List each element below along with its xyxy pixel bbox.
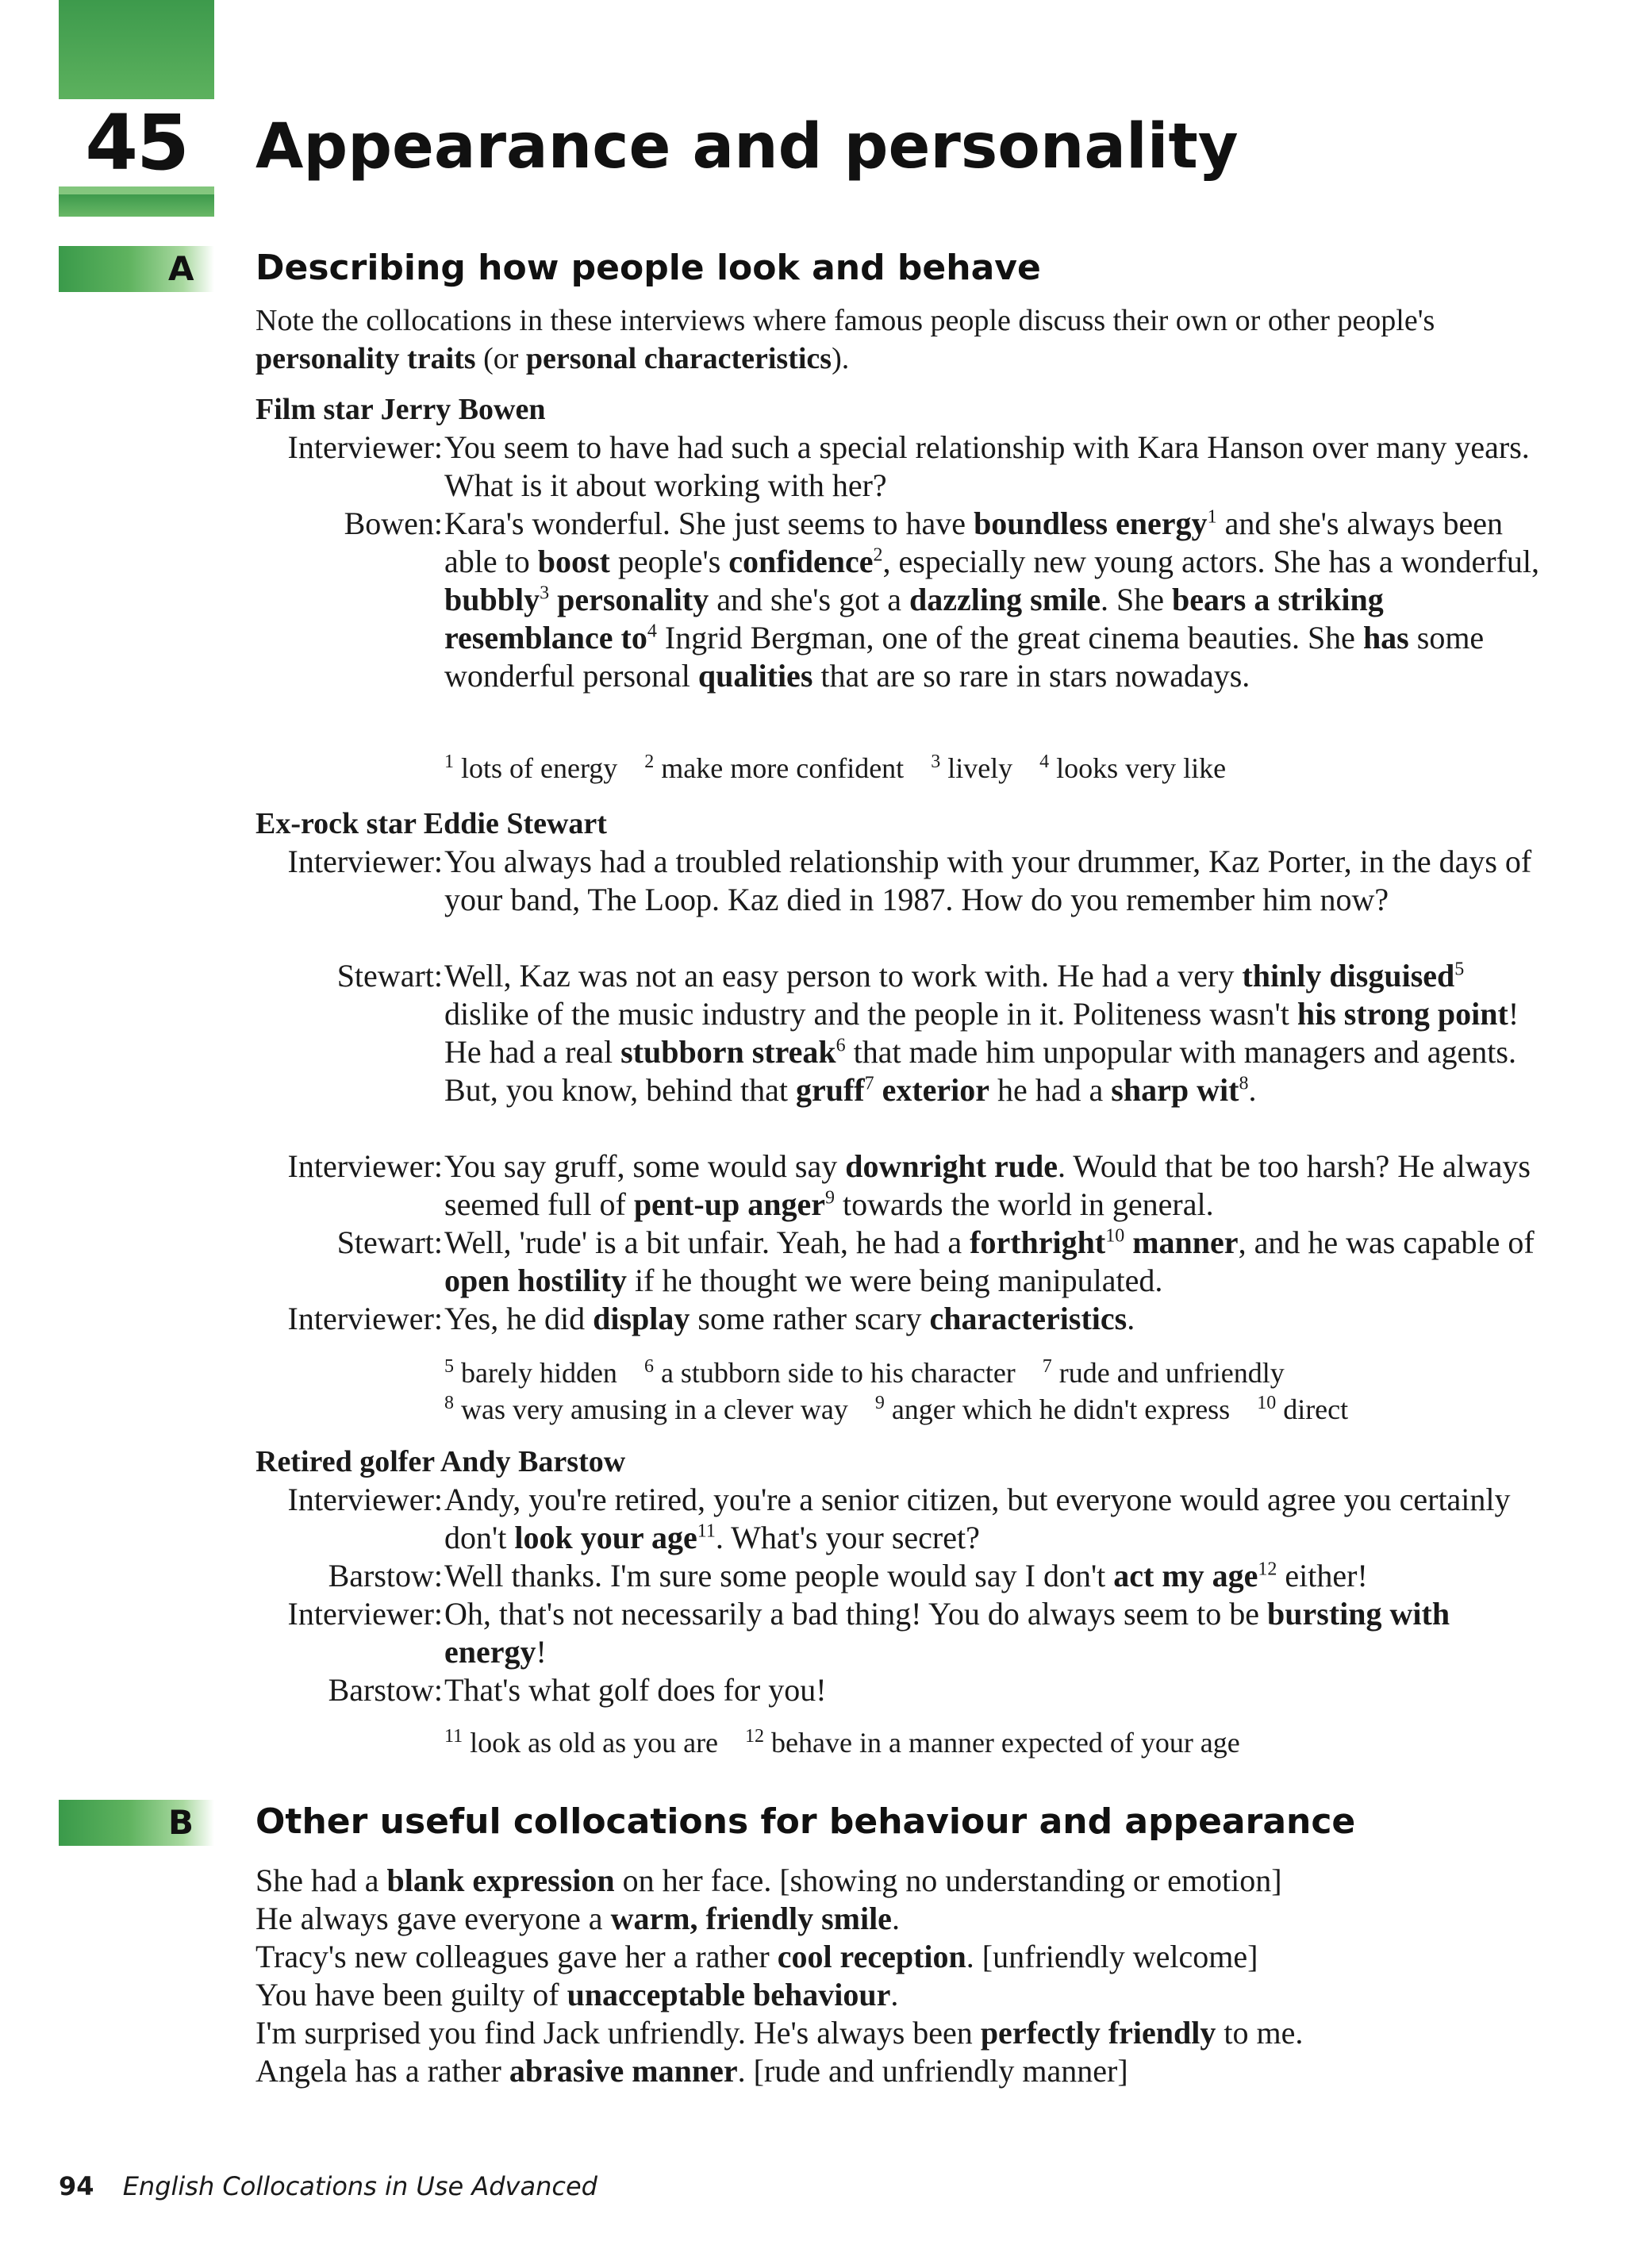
speaker-label: Interviewer: bbox=[287, 429, 443, 465]
footnote-gloss: lively bbox=[940, 752, 1013, 784]
section-b-heading: Other useful collocations for behaviour and appearance bbox=[255, 1801, 1356, 1842]
text-run bbox=[549, 582, 557, 617]
speech-text bbox=[444, 1224, 1539, 1300]
text-run: You say gruff, some would say bbox=[444, 1148, 846, 1184]
text-run: Ingrid Bergman, one of the great cinema beauties. She bbox=[656, 620, 1363, 655]
collocation-term: has bbox=[1362, 620, 1409, 655]
collocation-term: pent-up anger bbox=[633, 1186, 825, 1222]
text-run: That's what golf does for you! bbox=[444, 1672, 827, 1708]
footnote-ref: 6 bbox=[836, 1035, 846, 1056]
text-run: people's bbox=[609, 544, 729, 579]
text-run: . [unfriendly welcome] bbox=[966, 1939, 1258, 1974]
collocation-term: stubborn streak bbox=[620, 1034, 836, 1070]
text-run: . bbox=[890, 1977, 899, 2012]
speaker-label: Barstow: bbox=[328, 1558, 443, 1593]
collocation-term: display bbox=[593, 1301, 690, 1336]
collocation-example bbox=[255, 1976, 898, 2014]
footnote-gloss: lots of energy bbox=[454, 752, 618, 784]
collocation-term: bubbly bbox=[444, 582, 540, 617]
text-run: Note the collocations in these interviews where famous people discuss their own or other people's bbox=[255, 304, 1435, 337]
collocation-term: dazzling smile bbox=[909, 582, 1101, 617]
collocation-term: downright rude bbox=[845, 1148, 1058, 1184]
text-run: that are so rare in stars nowadays. bbox=[812, 658, 1250, 694]
text-run: , and he was capable of bbox=[1238, 1224, 1535, 1260]
footnote-number: 8 bbox=[444, 1393, 454, 1413]
footnote-ref: 10 bbox=[1105, 1225, 1125, 1247]
footnote-ref: 9 bbox=[824, 1187, 835, 1209]
footnote-gloss: a stubborn side to his character bbox=[653, 1357, 1016, 1389]
speaker-label: Interviewer: bbox=[287, 1596, 443, 1632]
collocation-term: open hostility bbox=[444, 1263, 628, 1298]
footnote-item bbox=[1257, 1393, 1348, 1425]
collocation-term: bears a striking resemblance to bbox=[444, 582, 1384, 655]
footnote-number: 5 bbox=[444, 1356, 454, 1377]
footnote-item bbox=[745, 1727, 1240, 1759]
speaker-label: Interviewer: bbox=[287, 1301, 443, 1336]
text-run: that made him unpopular with managers and agents. But, you know, behind that bbox=[444, 1034, 1516, 1108]
collocation-example bbox=[255, 1862, 1282, 1900]
footnote-item bbox=[444, 1393, 848, 1425]
footnotes-line bbox=[444, 1390, 1375, 1428]
footnote-number: 4 bbox=[1039, 752, 1050, 772]
footnote-gloss: looks very like bbox=[1049, 752, 1227, 784]
collocation-term: his strong point bbox=[1297, 996, 1508, 1032]
collocation-term: qualities bbox=[697, 658, 813, 694]
page-footer bbox=[59, 2166, 597, 2206]
footnote-ref: 8 bbox=[1239, 1073, 1249, 1094]
collocation-term: characteristics bbox=[929, 1301, 1128, 1336]
footnote-item bbox=[444, 1357, 617, 1389]
text-run: ). bbox=[832, 342, 850, 375]
collocation-term: confidence bbox=[728, 544, 874, 579]
text-run: and she's always been able to bbox=[444, 505, 1503, 579]
collocation-term: cool reception bbox=[777, 1939, 966, 1974]
footnote-gloss: behave in a manner expected of your age bbox=[764, 1727, 1240, 1759]
speech-text bbox=[444, 1671, 1539, 1709]
footnote-gloss: barely hidden bbox=[454, 1357, 617, 1389]
book-title: English Collocations in Use Advanced bbox=[122, 2171, 597, 2201]
speech-text bbox=[444, 1557, 1539, 1595]
footnote-item bbox=[644, 752, 904, 784]
text-run: to me. bbox=[1216, 2015, 1304, 2051]
unit-title: Appearance and personality bbox=[255, 111, 1239, 183]
footnote-number: 9 bbox=[874, 1393, 885, 1413]
collocation-example bbox=[255, 1938, 1258, 1976]
text-run: . What's your secret? bbox=[715, 1520, 980, 1555]
text-run: . bbox=[891, 1901, 900, 1936]
footnote-number: 12 bbox=[745, 1726, 765, 1747]
footnote-number: 7 bbox=[1042, 1356, 1052, 1377]
footnote-item bbox=[875, 1393, 1230, 1425]
text-run: and she's got a bbox=[709, 582, 909, 617]
text-run: dislike of the music industry and the people in it. Politeness wasn't bbox=[444, 996, 1297, 1032]
speaker-label: Interviewer: bbox=[287, 844, 443, 879]
footnotes-line bbox=[444, 749, 1253, 787]
footnote-ref: 2 bbox=[873, 544, 883, 566]
collocation-term: manner bbox=[1132, 1224, 1239, 1260]
text-run: . bbox=[1248, 1072, 1257, 1108]
speech-text bbox=[444, 1300, 1539, 1338]
footnote-gloss: was very amusing in a clever way bbox=[454, 1393, 848, 1425]
text-run: ! bbox=[536, 1634, 547, 1670]
unit-underline-bar bbox=[59, 194, 214, 217]
speaker-label: Interviewer: bbox=[287, 1482, 443, 1517]
text-run: He always gave everyone a bbox=[255, 1901, 611, 1936]
speech-text bbox=[444, 505, 1539, 695]
unit-number: 45 bbox=[59, 99, 214, 186]
footnote-ref: 1 bbox=[1207, 506, 1217, 528]
text-run: some rather scary bbox=[690, 1301, 930, 1336]
collocation-term: boost bbox=[537, 544, 610, 579]
interview-title: Retired golfer Andy Barstow bbox=[255, 1445, 626, 1478]
footnote-item bbox=[444, 1727, 718, 1759]
collocation-term: warm, friendly smile bbox=[610, 1901, 892, 1936]
text-run: Kara's wonderful. She just seems to have bbox=[444, 505, 974, 541]
text-run: You have been guilty of bbox=[255, 1977, 567, 2012]
collocation-term: exterior bbox=[882, 1072, 990, 1108]
text-run: Andy, you're retired, you're a senior citizen, but everyone would agree you certainly don't bbox=[444, 1482, 1511, 1555]
text-run: Oh, that's not necessarily a bad thing! You do always seem to be bbox=[444, 1596, 1268, 1632]
speaker-label: Stewart: bbox=[336, 958, 443, 994]
interview-title: Ex-rock star Eddie Stewart bbox=[255, 807, 607, 840]
collocation-term: personality bbox=[557, 582, 709, 617]
collocation-term: blank expression bbox=[386, 1862, 615, 1898]
text-run: . Would that be too harsh? He always seemed full of bbox=[444, 1148, 1531, 1222]
section-b-letter: B bbox=[168, 1803, 194, 1842]
footnote-number: 10 bbox=[1257, 1393, 1277, 1413]
footnotes-line bbox=[444, 1724, 1267, 1762]
footnote-number: 11 bbox=[444, 1726, 463, 1747]
collocation-term: bursting with energy bbox=[444, 1596, 1450, 1670]
text-run: . [rude and unfriendly manner] bbox=[737, 2053, 1128, 2089]
footnote-ref: 5 bbox=[1454, 959, 1465, 980]
footnote-number: 1 bbox=[444, 752, 454, 772]
section-a-intro bbox=[255, 302, 1541, 378]
collocation-example bbox=[255, 2014, 1303, 2052]
footnote-gloss: look as old as you are bbox=[463, 1727, 719, 1759]
footnote-ref: 7 bbox=[864, 1073, 874, 1094]
footnote-number: 3 bbox=[931, 752, 941, 772]
text-run: Yes, he did bbox=[444, 1301, 594, 1336]
speaker-label: Barstow: bbox=[328, 1672, 443, 1708]
collocation-example bbox=[255, 1900, 900, 1938]
collocation-term: thinly disguised bbox=[1242, 958, 1455, 994]
section-a-letter: A bbox=[168, 249, 194, 288]
speaker-label: Bowen: bbox=[344, 505, 443, 541]
footnote-item bbox=[1043, 1357, 1285, 1389]
text-run: Well, Kaz was not an easy person to work with. He had a very bbox=[444, 958, 1243, 994]
section-a-heading: Describing how people look and behave bbox=[255, 248, 1041, 288]
text-run: You seem to have had such a special relationship with Kara Hanson over many years. What is it about working with her? bbox=[444, 429, 1530, 503]
collocation-term: perfectly friendly bbox=[980, 2015, 1216, 2051]
footnote-item bbox=[1039, 752, 1226, 784]
interview-title: Film star Jerry Bowen bbox=[255, 393, 546, 426]
text-run: . bbox=[1127, 1301, 1135, 1336]
speech-text bbox=[444, 1595, 1539, 1671]
footnotes-line bbox=[444, 1354, 1312, 1392]
text-run: Well, 'rude' is a bit unfair. Yeah, he had a bbox=[444, 1224, 970, 1260]
speaker-label: Interviewer: bbox=[287, 1148, 443, 1184]
collocation-term: act my age bbox=[1113, 1558, 1258, 1593]
text-run: he had a bbox=[989, 1072, 1112, 1108]
footnote-item bbox=[644, 1357, 1016, 1389]
text-run: if he thought we were being manipulated. bbox=[627, 1263, 1163, 1298]
text-run: She had a bbox=[255, 1862, 387, 1898]
collocation-term: abrasive manner bbox=[509, 2053, 738, 2089]
speech-text bbox=[444, 843, 1539, 919]
footnote-gloss: direct bbox=[1276, 1393, 1349, 1425]
text-run: Angela has a rather bbox=[255, 2053, 509, 2089]
collocation-term: personal characteristics bbox=[525, 342, 832, 375]
collocation-term: boundless energy bbox=[974, 505, 1208, 541]
speech-text bbox=[444, 1147, 1539, 1224]
page-number: 94 bbox=[59, 2171, 94, 2201]
text-run: some wonderful personal bbox=[444, 620, 1485, 694]
text-run: Well thanks. I'm sure some people would say I don't bbox=[444, 1558, 1114, 1593]
text-run: . She bbox=[1101, 582, 1173, 617]
collocation-term: unacceptable behaviour bbox=[567, 1977, 891, 2012]
speech-text bbox=[444, 957, 1539, 1109]
footnote-number: 6 bbox=[643, 1356, 654, 1377]
speech-text bbox=[444, 429, 1539, 505]
footnote-ref: 3 bbox=[540, 582, 550, 604]
text-run: I'm surprised you find Jack unfriendly. He's always been bbox=[255, 2015, 981, 2051]
collocation-term: forthright bbox=[970, 1224, 1106, 1260]
collocation-term: gruff bbox=[795, 1072, 865, 1108]
footnote-ref: 12 bbox=[1258, 1559, 1277, 1580]
speaker-label: Stewart: bbox=[336, 1224, 443, 1260]
footnote-gloss: make more confident bbox=[654, 752, 905, 784]
text-run: You always had a troubled relationship with your drummer, Kaz Porter, in the days of your band, The Loop. Kaz died in 1987. How do you remember him now? bbox=[444, 844, 1532, 917]
collocation-term: personality traits bbox=[255, 342, 476, 375]
collocation-term: look your age bbox=[514, 1520, 697, 1555]
text-run bbox=[874, 1072, 882, 1108]
footnote-item bbox=[444, 752, 617, 784]
footnote-gloss: rude and unfriendly bbox=[1051, 1357, 1285, 1389]
text-run: either! bbox=[1277, 1558, 1368, 1593]
text-run: Tracy's new colleagues gave her a rather bbox=[255, 1939, 778, 1974]
footnote-gloss: anger which he didn't express bbox=[884, 1393, 1231, 1425]
text-run bbox=[1124, 1224, 1132, 1260]
speech-text bbox=[444, 1481, 1539, 1557]
collocation-term: sharp wit bbox=[1111, 1072, 1239, 1108]
text-run: towards the world in general. bbox=[834, 1186, 1214, 1222]
footnote-ref: 4 bbox=[647, 621, 657, 642]
text-run: ! He had a real bbox=[444, 996, 1519, 1070]
footnote-number: 2 bbox=[644, 752, 655, 772]
text-run: , especially new young actors. She has a wonderful, bbox=[882, 544, 1540, 579]
footnote-item bbox=[931, 752, 1012, 784]
text-run: (or bbox=[475, 342, 526, 375]
footnote-ref: 11 bbox=[697, 1520, 716, 1542]
collocation-example bbox=[255, 2052, 1128, 2090]
text-run: on her face. [showing no understanding or emotion] bbox=[614, 1862, 1282, 1898]
